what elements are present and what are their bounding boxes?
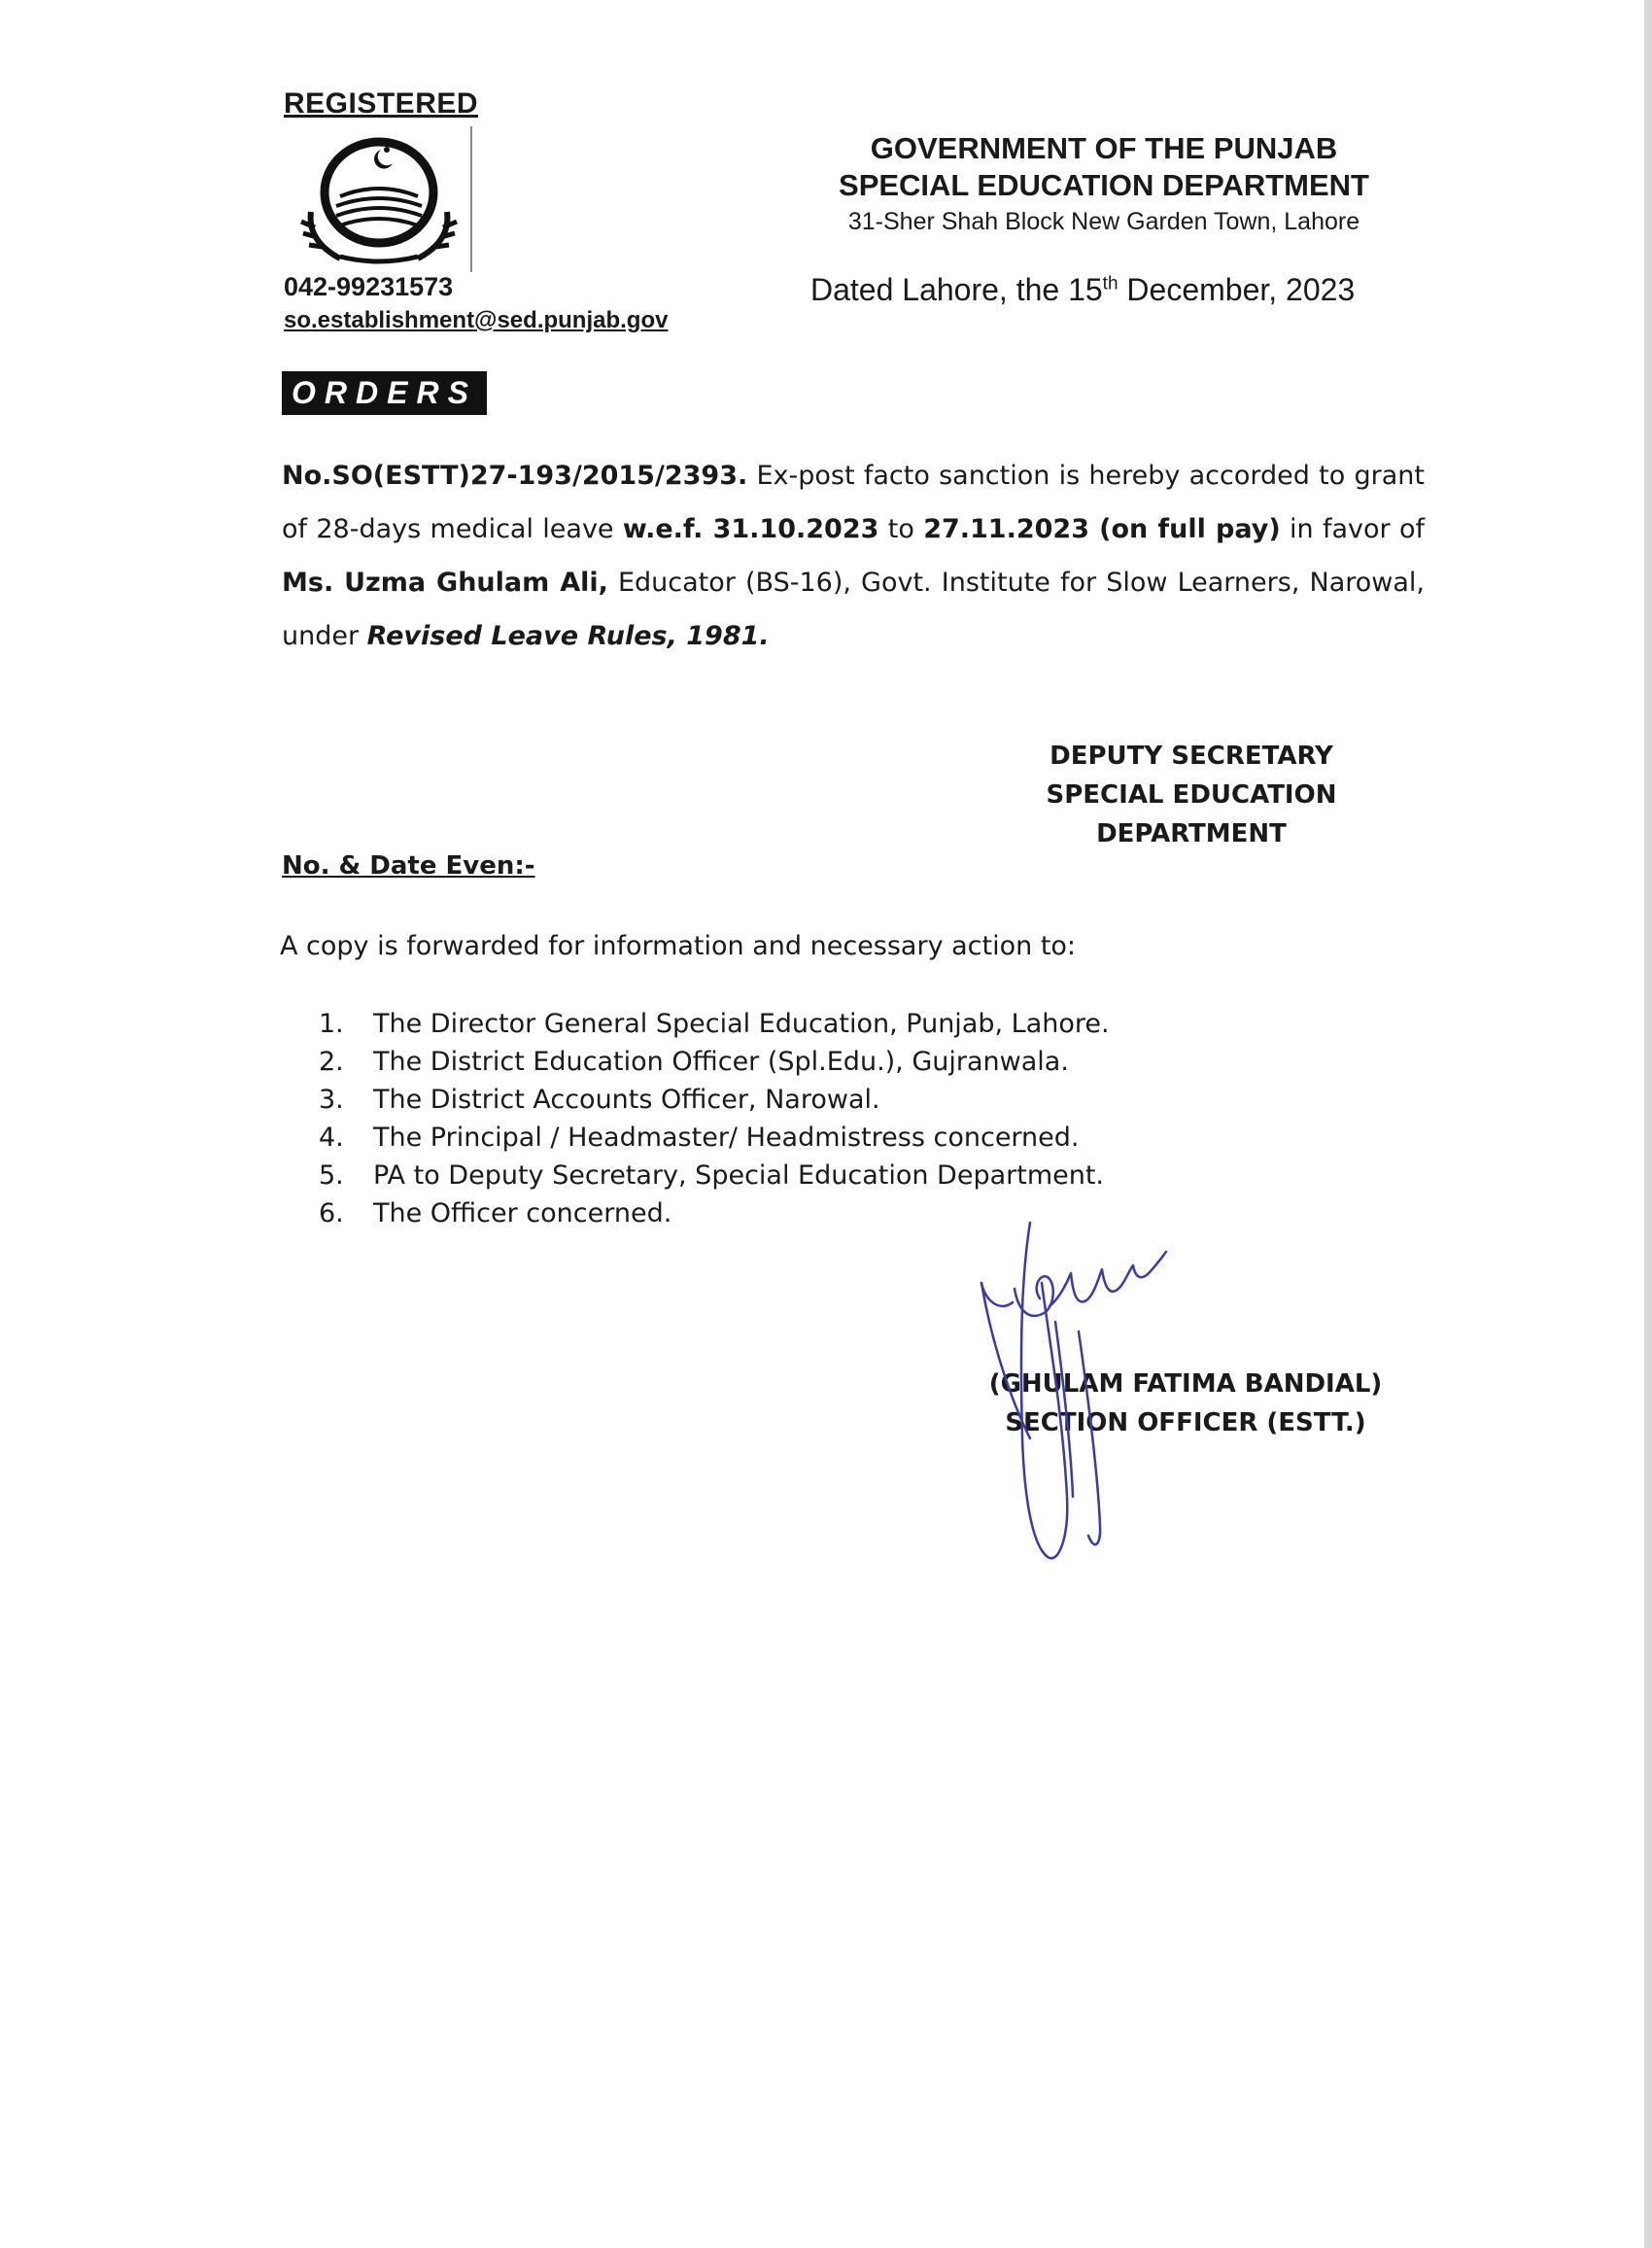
dated-prefix: Dated Lahore, the 15 (810, 272, 1103, 307)
list-number: 3. (319, 1085, 344, 1115)
order-wef: w.e.f. 31.10.2023 (622, 514, 879, 544)
logo-divider (470, 126, 472, 272)
deputy-line-2: SPECIAL EDUCATION (1046, 780, 1337, 810)
leave-rules: Revised Leave Rules, 1981. (366, 621, 770, 651)
deputy-secretary-block (997, 737, 1386, 853)
order-number: No.SO(ESTT)27-193/2015/2393. (282, 461, 748, 491)
recipient-list (319, 1005, 1110, 1232)
handwritten-signature (962, 1205, 1215, 1574)
govt-line-2: SPECIAL EDUCATION DEPARTMENT (839, 168, 1369, 202)
list-item (319, 1119, 1110, 1157)
punjab-seal-logo (292, 134, 466, 270)
order-text-1: Ex-post facto sanction is hereby accorded to grant of 28-days medical leave (282, 461, 1425, 544)
list-item (319, 1081, 1110, 1119)
list-item (319, 1005, 1110, 1043)
department-heading (812, 130, 1395, 204)
deputy-line-3: DEPARTMENT (1096, 819, 1287, 848)
govt-line-1: GOVERNMENT OF THE PUNJAB (870, 131, 1338, 165)
order-text-3: Educator (BS-16), Govt. Institute for Slow Learners, Narowal, under (282, 568, 1425, 651)
copy-intro: A copy is forwarded for information and necessary action to: (280, 931, 1077, 961)
no-date-even: No. & Date Even:- (282, 851, 535, 881)
list-number: 5. (319, 1160, 344, 1191)
orders-label: ORDERS (282, 371, 487, 415)
list-number: 4. (319, 1123, 344, 1153)
deputy-line-1: DEPUTY SECRETARY (1050, 742, 1333, 771)
order-end-date: 27.11.2023 (on full pay) (923, 514, 1281, 544)
signatory-title: SECTION OFFICER (ESTT.) (1005, 1408, 1366, 1437)
page-edge (1644, 0, 1652, 2248)
list-number: 6. (319, 1198, 344, 1228)
employee-name: Ms. Uzma Ghulam Ali, (282, 568, 608, 598)
list-item (319, 1157, 1110, 1194)
list-text: The Director General Special Education, Punjab, Lahore. (373, 1009, 1110, 1039)
email-address: so.establishment@sed.punjab.gov (284, 307, 669, 333)
dated-superscript: th (1102, 273, 1119, 294)
dated-suffix: December, 2023 (1118, 272, 1356, 307)
list-text: The Principal / Headmaster/ Headmistress concerned. (373, 1123, 1080, 1153)
registered-label: REGISTERED (284, 87, 479, 120)
dated-line (810, 272, 1355, 308)
list-text: The Officer concerned. (373, 1198, 672, 1228)
signatory-name: (GHULAM FATIMA BANDIAL) (988, 1369, 1383, 1399)
order-to: to (878, 514, 924, 544)
list-item (319, 1043, 1110, 1081)
list-text: The District Education Officer (Spl.Edu.), Gujranwala. (373, 1047, 1069, 1077)
list-text: PA to Deputy Secretary, Special Education Department. (373, 1160, 1105, 1191)
phone-number: 042-99231573 (284, 272, 454, 301)
list-number: 1. (319, 1009, 344, 1039)
list-number: 2. (319, 1047, 344, 1077)
order-text-2: in favor of (1280, 514, 1425, 544)
department-address: 31-Sher Shah Block New Garden Town, Lahore (847, 208, 1360, 235)
order-paragraph (282, 449, 1425, 663)
list-text: The District Accounts Officer, Narowal. (373, 1085, 880, 1115)
